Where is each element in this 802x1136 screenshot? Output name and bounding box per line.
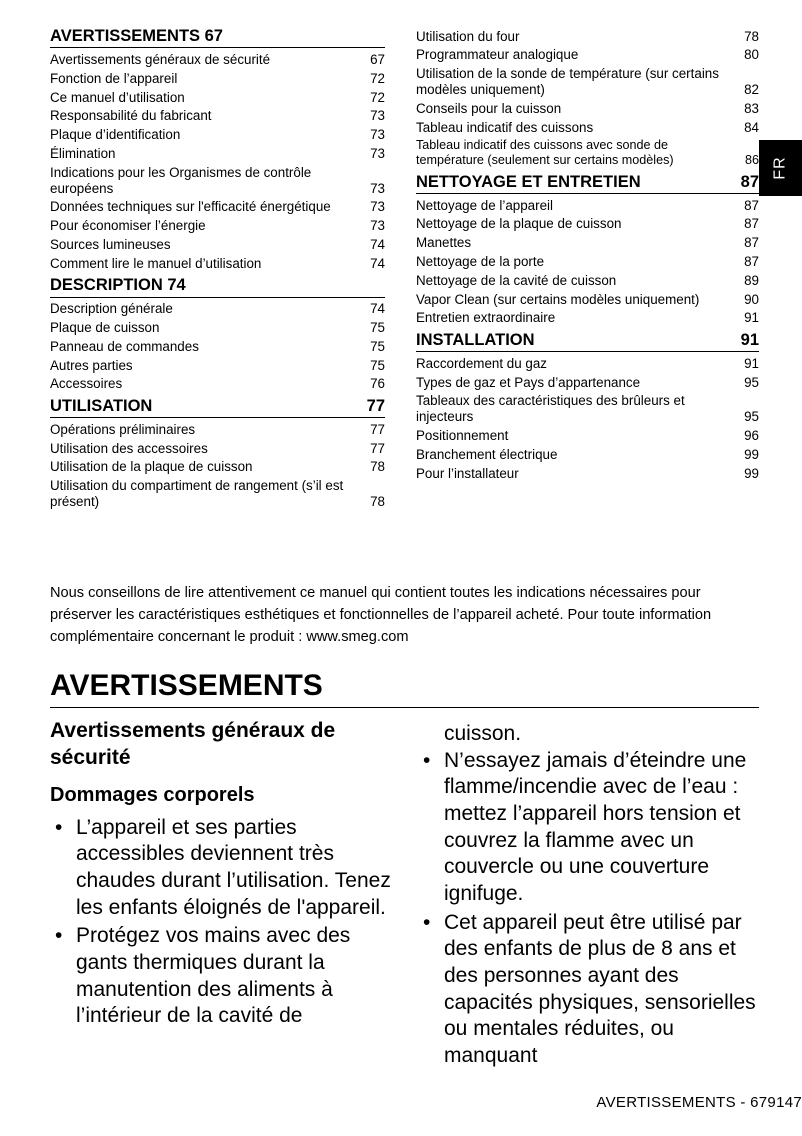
toc-entry-title: Utilisation du compartiment de rangement (s’il est présent) xyxy=(50,478,344,509)
toc-entry xyxy=(416,309,759,328)
toc-entry-title: Nettoyage de la plaque de cuisson xyxy=(416,216,622,232)
toc-entry-title: Nettoyage de la porte xyxy=(416,254,545,269)
toc-entry-page: 90 xyxy=(744,291,759,307)
toc-entry-title: Utilisation des accessoires xyxy=(50,440,208,456)
toc-entry xyxy=(50,145,385,164)
toc-entry-title: Utilisation de la sonde de température (sur certains modèles uniquement) xyxy=(416,66,719,97)
toc-entry xyxy=(416,27,759,46)
toc-section-heading xyxy=(50,397,385,418)
bullet-item: • L’appareil et ses parties accessibles deviennent très chaudes durant l’utilisation. Tenez les enfants éloignés de l'appareil. xyxy=(50,815,395,922)
toc-entry-title: Nettoyage de la cavité de cuisson xyxy=(416,272,617,288)
toc-section-title: UTILISATION xyxy=(50,396,153,415)
toc-entry-page: 78 xyxy=(370,493,385,509)
page-title: AVERTISSEMENTS xyxy=(50,669,759,708)
toc-entry xyxy=(416,137,759,170)
toc-entry xyxy=(416,46,759,65)
toc-entry xyxy=(416,271,759,290)
toc-entry-page: 99 xyxy=(744,446,759,462)
toc-entry xyxy=(416,392,759,427)
toc-entry-page: 73 xyxy=(370,146,385,162)
bullet-item: • N’essayez jamais d’éteindre une flamme/incendie avec de l’eau : mettez l’appareil hors tension et couvrez la flamme avec un couvercle ou une couverture ignifuge. xyxy=(418,748,763,908)
bullet-item: • Cet appareil peut être utilisé par des enfants de plus de 8 ans et des personnes ayant des capacités physiques, sensorielles ou mentales réduites, ou manquant xyxy=(418,910,763,1070)
toc-left-column xyxy=(50,27,385,511)
toc-entry-title: Positionnement xyxy=(416,427,509,443)
toc-entry xyxy=(416,118,759,137)
toc-entry xyxy=(50,458,385,477)
toc-entry-page: 74 xyxy=(370,237,385,253)
toc-section-page: 91 xyxy=(740,330,759,349)
toc-entry xyxy=(50,319,385,338)
toc-entry-page: 80 xyxy=(744,47,759,63)
toc-entry xyxy=(416,464,759,483)
toc-entry-page: 72 xyxy=(370,70,385,86)
toc-entry xyxy=(416,99,759,118)
toc-entry-title: Panneau de commandes xyxy=(50,338,199,354)
toc-entry xyxy=(416,426,759,445)
toc-entry xyxy=(416,290,759,309)
toc-entry xyxy=(416,65,759,100)
intro-paragraph: Nous conseillons de lire attentivement ce manuel qui contient toutes les indications nécessaires pour préserver les caractéristiques esthétiques et fonctionnelles de l’appareil acheté. Pour toute information complémentaire concernant le produit : www.smeg.com xyxy=(50,585,712,645)
toc-entry xyxy=(416,253,759,272)
toc-entry xyxy=(50,254,385,273)
toc-entry-title: Comment lire le manuel d’utilisation xyxy=(50,255,262,271)
toc-entry xyxy=(50,375,385,394)
toc-entry-title: Conseils pour la cuisson xyxy=(416,100,562,116)
toc-entry-title: Tableau indicatif des cuissons xyxy=(416,119,594,135)
toc-entry-page: 73 xyxy=(370,199,385,215)
toc-entry-title: Pour économiser l’énergie xyxy=(50,218,206,234)
toc-entry-page: 82 xyxy=(744,81,759,97)
toc-section-heading xyxy=(50,27,385,48)
toc-entry xyxy=(50,107,385,126)
toc-entry-title: Programmateur analogique xyxy=(416,47,579,63)
toc-section-heading xyxy=(50,276,385,297)
bullet-list-right xyxy=(418,748,763,1070)
toc-entry-page: 89 xyxy=(744,272,759,288)
toc-entry xyxy=(50,198,385,217)
toc-entry-page: 78 xyxy=(744,28,759,44)
toc-entry-page: 75 xyxy=(370,338,385,354)
toc-entry xyxy=(50,69,385,88)
toc-entry-title: Données techniques sur l'efficacité énergétique xyxy=(50,199,331,215)
toc-entry xyxy=(50,217,385,236)
toc-entry-page: 78 xyxy=(370,459,385,475)
toc-entry-title: Pour l’installateur xyxy=(416,465,519,481)
toc-entry-title: Accessoires xyxy=(50,376,123,392)
toc-entry xyxy=(416,215,759,234)
toc-entry-page: 77 xyxy=(370,421,385,437)
page-footer: AVERTISSEMENTS - 679147 xyxy=(596,1094,802,1111)
toc-section-page: 77 xyxy=(366,396,385,415)
toc-entry xyxy=(416,234,759,253)
toc-section-title: INSTALLATION xyxy=(416,330,535,349)
toc-section-heading xyxy=(416,173,759,194)
body-right-column xyxy=(418,721,763,1072)
toc-entry-title: Fonction de l’appareil xyxy=(50,70,178,86)
toc-entry-title: Description générale xyxy=(50,301,173,317)
toc-entry-page: 76 xyxy=(370,376,385,392)
toc-entry-page: 75 xyxy=(370,320,385,335)
toc-section-title: NETTOYAGE ET ENTRETIEN xyxy=(416,172,641,191)
toc-entry xyxy=(50,126,385,145)
toc-entry-title: Nettoyage de l’appareil xyxy=(416,197,553,213)
toc-entry-title: Opérations préliminaires xyxy=(50,421,196,437)
toc-entry xyxy=(416,445,759,464)
toc-entry xyxy=(50,420,385,439)
toc-entry-page: 72 xyxy=(370,89,385,105)
toc-entry xyxy=(50,163,385,198)
section-heading: Avertissements généraux de sécurité xyxy=(50,719,336,769)
toc-entry-title: Manettes xyxy=(416,235,472,251)
continuation-text: cuisson. xyxy=(444,722,522,745)
toc-entry xyxy=(50,88,385,107)
toc-entry-title: Branchement électrique xyxy=(416,446,558,462)
language-tab-label: FR xyxy=(771,156,789,180)
toc-entry xyxy=(50,236,385,255)
toc-entry-page: 83 xyxy=(744,100,759,116)
toc-entry-title: Tableaux des caractéristiques des brûleurs et injecteurs xyxy=(416,393,685,425)
toc-entry-page: 99 xyxy=(744,465,759,481)
toc-entry-page: 86 xyxy=(744,153,759,168)
toc-entry-page: 91 xyxy=(744,310,759,326)
toc-entry xyxy=(50,439,385,458)
toc-entry-page: 73 xyxy=(370,127,385,143)
toc-entry-page: 96 xyxy=(744,427,759,443)
toc-entry xyxy=(416,373,759,392)
toc-entry-title: Utilisation de la plaque de cuisson xyxy=(50,459,253,475)
toc-entry-title: Indications pour les Organismes de contrôle européens xyxy=(50,164,312,196)
toc-entry-title: Types de gaz et Pays d’appartenance xyxy=(416,374,641,390)
toc-entry-page: 87 xyxy=(744,216,759,232)
toc-section-title: AVERTISSEMENTS 67 xyxy=(50,27,223,45)
toc-entry-page: 87 xyxy=(744,235,759,251)
toc-entry-page: 77 xyxy=(370,440,385,456)
toc-entry-page: 95 xyxy=(744,409,759,425)
toc-entry-title: Entretien extraordinaire xyxy=(416,310,556,326)
toc-entry-title: Sources lumineuses xyxy=(50,237,171,253)
toc-entry xyxy=(416,196,759,215)
toc-entry-page: 73 xyxy=(370,218,385,234)
toc-right-column xyxy=(416,27,759,483)
toc-entry-title: Élimination xyxy=(50,146,116,162)
toc-entry-page: 91 xyxy=(744,355,759,371)
toc-entry xyxy=(50,50,385,69)
toc-entry-title: Plaque d’identification xyxy=(50,127,181,143)
toc-entry-page: 87 xyxy=(744,254,759,269)
toc-entry-title: Responsabilité du fabricant xyxy=(50,108,212,124)
language-tab xyxy=(759,140,802,196)
body-left-column xyxy=(50,718,395,1032)
toc-section-title: DESCRIPTION 74 xyxy=(50,276,186,295)
toc-entry xyxy=(50,337,385,356)
toc-entry-title: Tableau indicatif des cuissons avec sonde de température (seulement sur certains modèles) xyxy=(416,138,674,168)
toc-entry-page: 73 xyxy=(370,180,385,196)
toc-entry xyxy=(416,354,759,373)
toc-section-heading xyxy=(416,331,759,352)
bullet-item: • Protégez vos mains avec des gants thermiques durant la manutention des aliments à l’intérieur de la cavité de xyxy=(50,923,395,1030)
toc-entry-page: 87 xyxy=(744,197,759,213)
toc-entry-title: Ce manuel d’utilisation xyxy=(50,89,185,105)
toc-entry-page: 74 xyxy=(370,255,385,271)
toc-section-page: 87 xyxy=(740,172,759,191)
toc-entry-page: 75 xyxy=(370,357,385,373)
subsection-heading: Dommages corporels xyxy=(50,783,255,806)
toc-entry-page: 84 xyxy=(744,119,759,135)
toc-entry-page: 95 xyxy=(744,374,759,390)
bullet-list-left xyxy=(50,815,395,1030)
toc-entry-page: 74 xyxy=(370,301,385,317)
toc-entry xyxy=(50,300,385,319)
toc-entry-page: 73 xyxy=(370,108,385,124)
toc-entry xyxy=(50,477,385,512)
toc-entry-title: Utilisation du four xyxy=(416,28,520,44)
toc-entry-title: Autres parties xyxy=(50,357,133,373)
toc-entry-title: Avertissements généraux de sécurité xyxy=(50,51,271,67)
toc-entry-title: Raccordement du gaz xyxy=(416,355,548,371)
toc-entry-title: Vapor Clean (sur certains modèles uniquement) xyxy=(416,291,700,307)
toc-entry-page: 67 xyxy=(370,51,385,67)
toc-entry xyxy=(50,356,385,375)
toc-entry-title: Plaque de cuisson xyxy=(50,320,160,335)
